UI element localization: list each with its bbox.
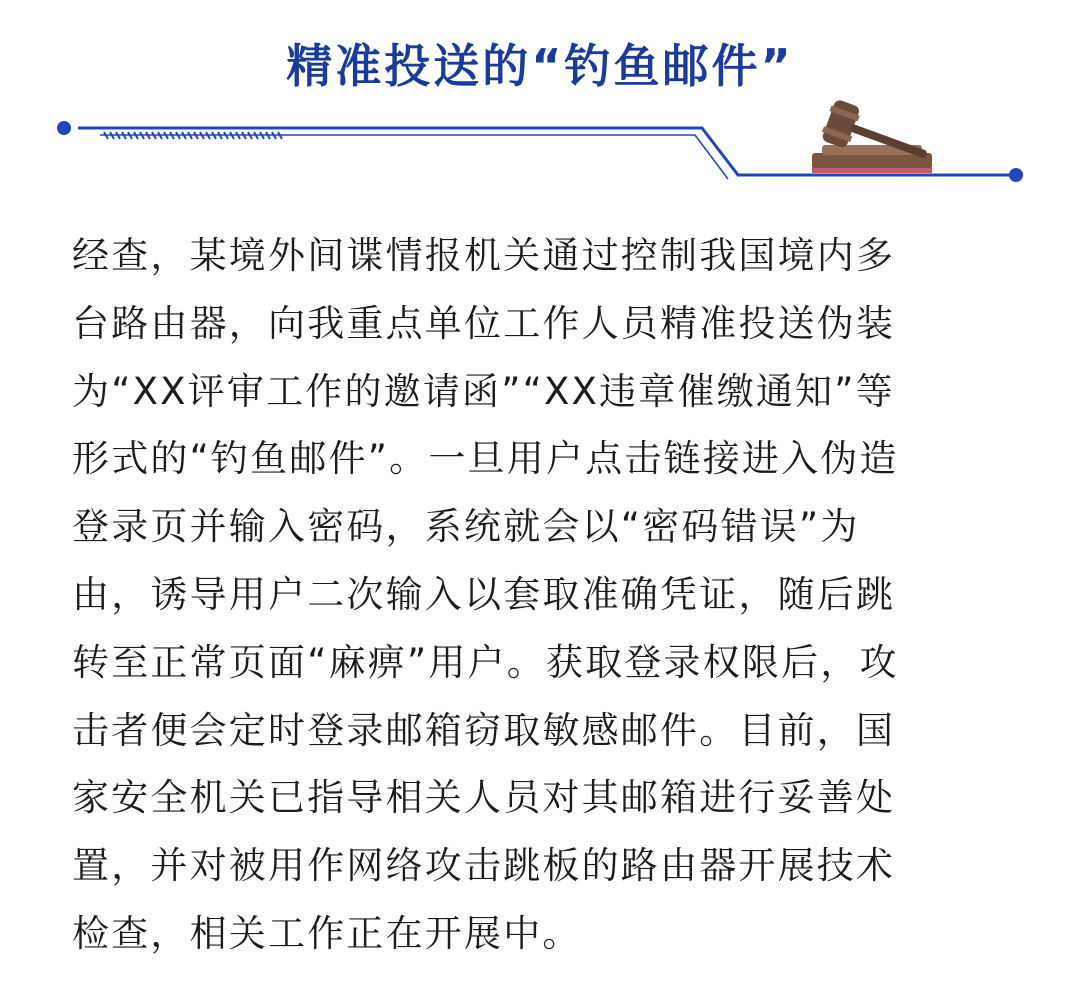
body-paragraph	[72, 222, 1012, 968]
paragraph-line: 由，诱导用户二次输入以套取准确凭证，随后跳	[72, 572, 896, 616]
paragraph-line: 台路由器，向我重点单位工作人员精准投送伪装	[72, 301, 896, 345]
paragraph-line: 检查，相关工作正在开展中。	[72, 911, 582, 955]
divider-right-dot	[1009, 168, 1023, 182]
paragraph-line: 转至正常页面“麻痹”用户。获取登录权限后，攻	[72, 640, 899, 684]
paragraph-line: 击者便会定时登录邮箱窃取敏感邮件。目前，国	[72, 708, 896, 752]
title-divider	[0, 95, 1080, 195]
paragraph-line: 登录页并输入密码，系统就会以“密码错误”为	[72, 505, 860, 549]
paragraph-line: 置，并对被用作网络攻击跳板的路由器开展技术	[72, 844, 896, 888]
divider-line-inner	[100, 135, 728, 179]
gavel-icon	[812, 98, 934, 176]
paragraph-line: 为“XX评审工作的邀请函”“XX违章催缴通知”等	[72, 369, 895, 413]
paragraph-line: 家安全机关已指导相关人员对其邮箱进行妥善处	[72, 776, 896, 820]
paragraph-line: 经查，某境外间谍情报机关通过控制我国境内多	[72, 234, 896, 277]
paragraph-line: 形式的“钓鱼邮件”。一旦用户点击链接进入伪造	[72, 437, 899, 481]
divider-left-dot	[57, 121, 71, 135]
page-title: 精准投送的“钓鱼邮件”	[286, 39, 794, 93]
